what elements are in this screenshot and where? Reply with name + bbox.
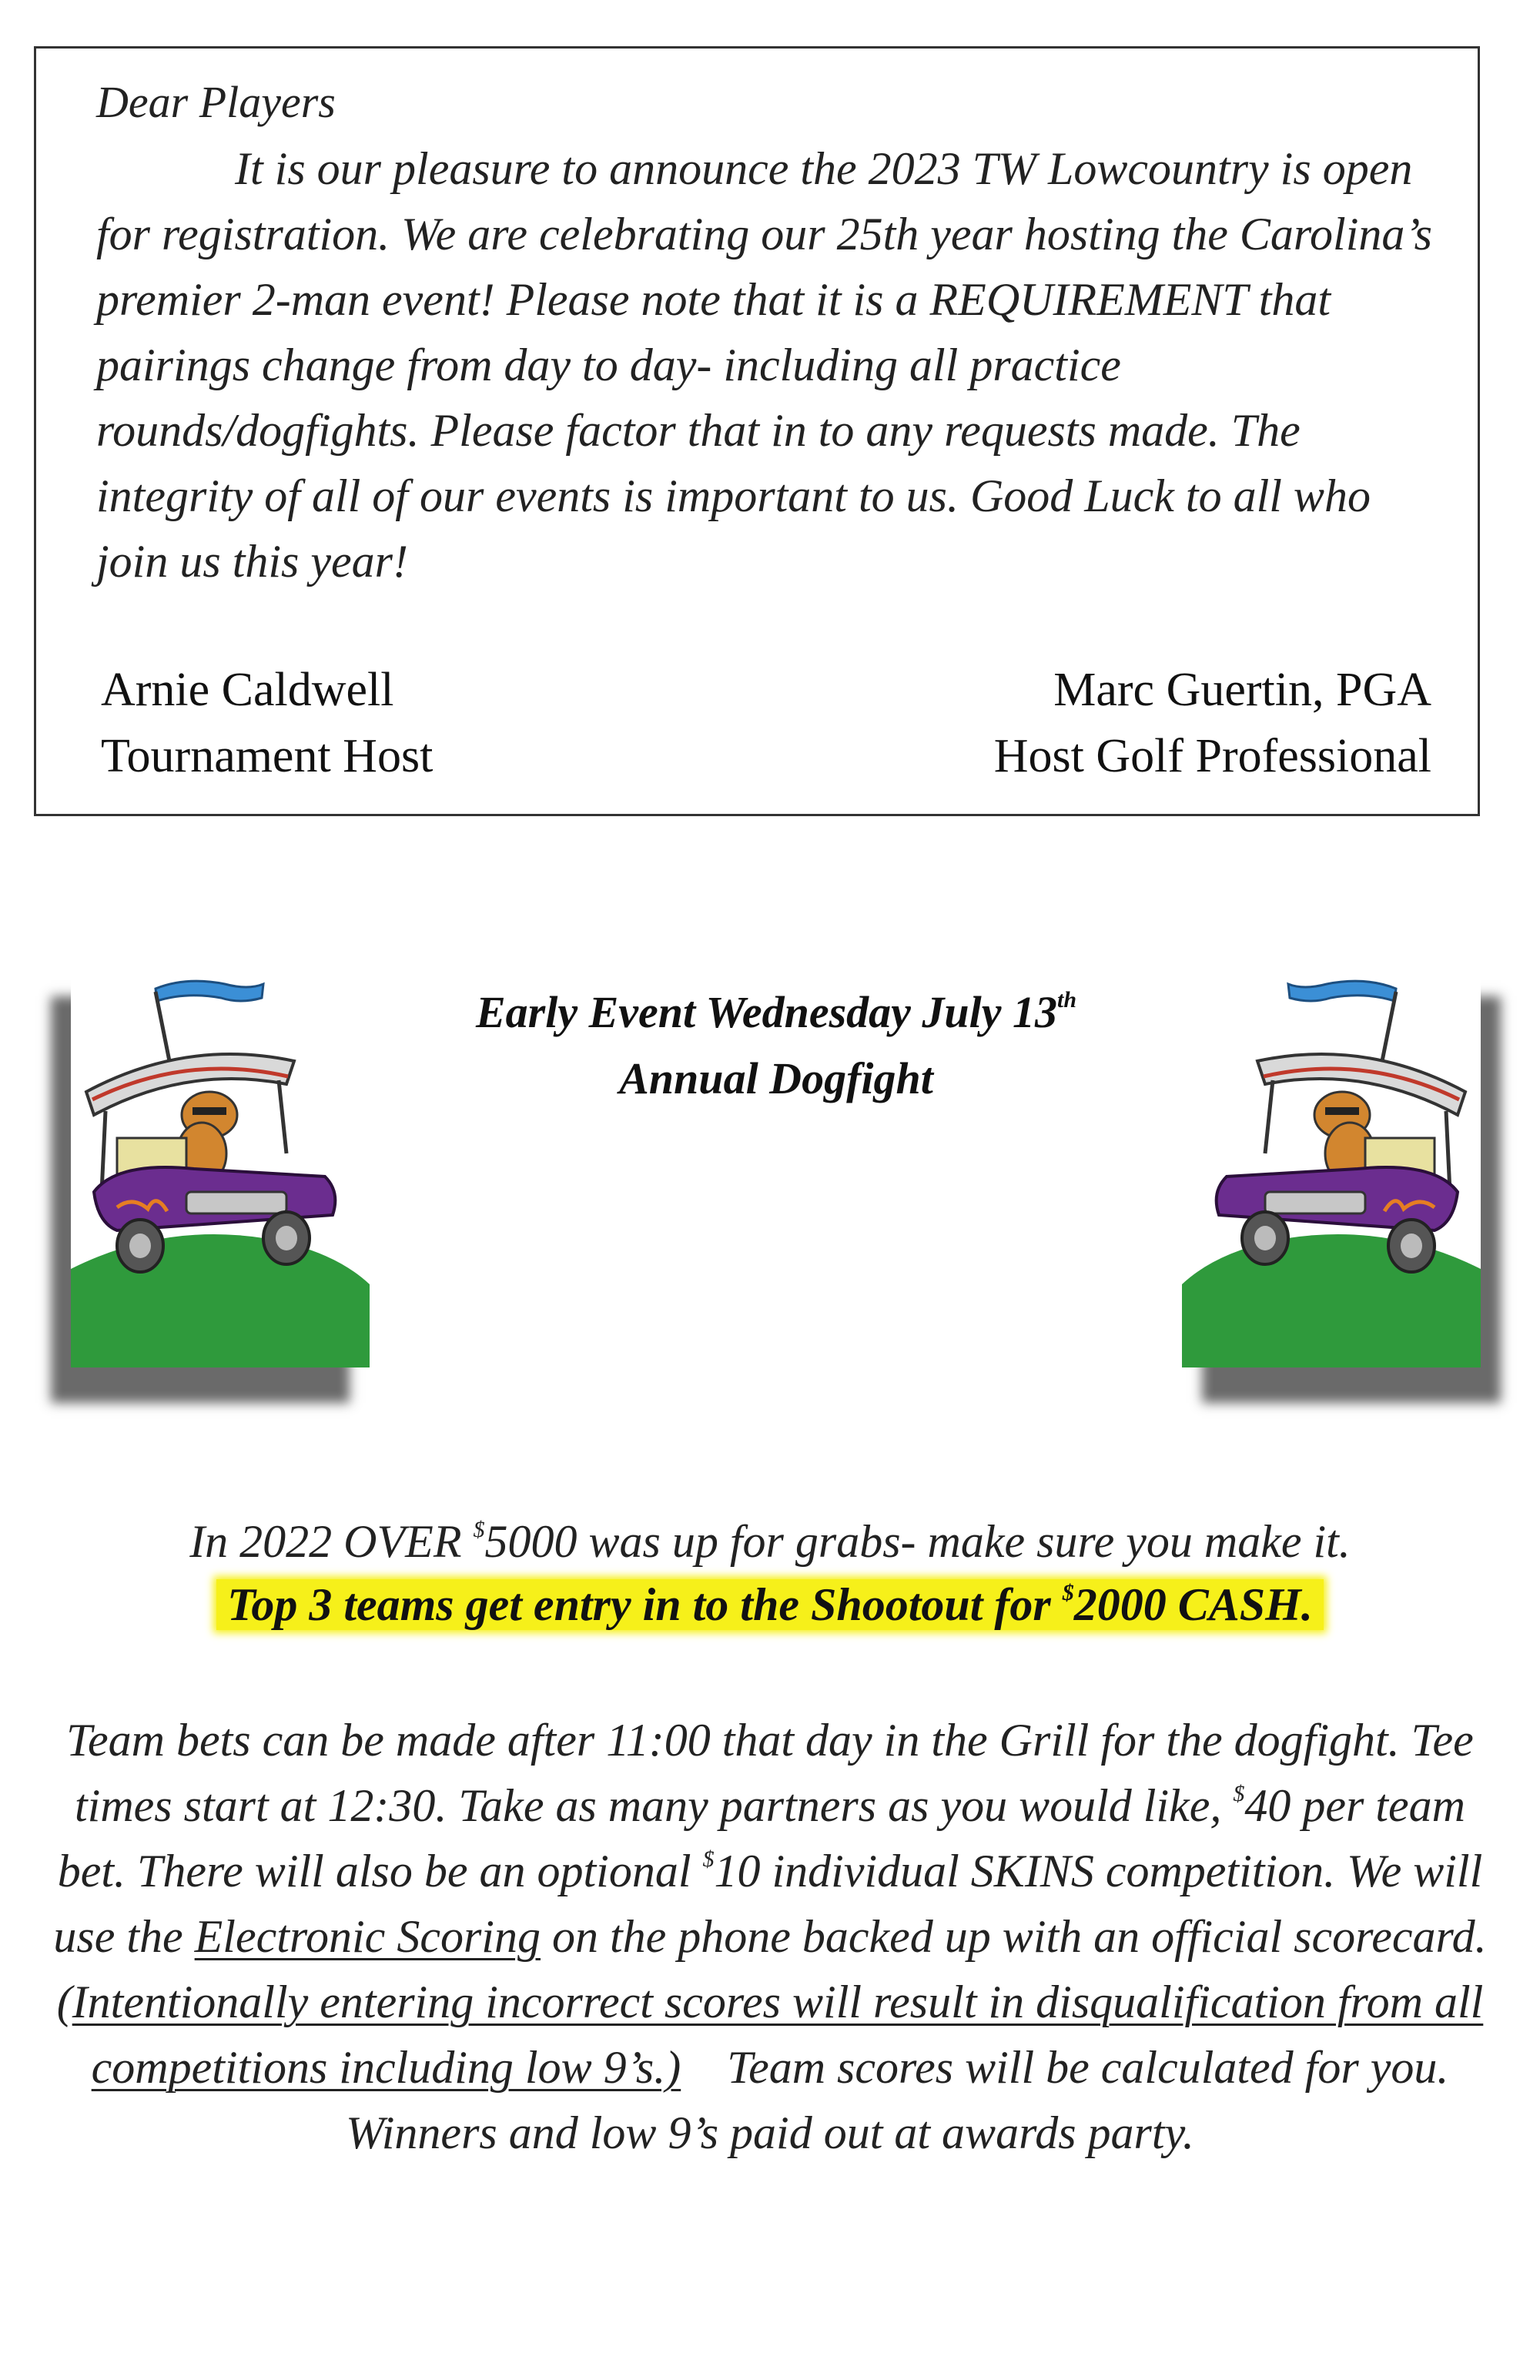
disqualification-warning: Intentionally entering incorrect scores will result in disqualification from all competitions including low 9’s.)	[72, 1977, 1484, 2093]
event-title	[370, 979, 1183, 1112]
dollar-sign: $	[702, 1846, 715, 1872]
signer-right-title: Host Golf Professional	[993, 730, 1431, 782]
event-date: Early Event Wednesday July 13	[475, 987, 1058, 1037]
prize-text-post: 5000 was up for grabs- make sure you make it.	[484, 1516, 1351, 1567]
event-name: Annual Dogfight	[619, 1053, 933, 1103]
letter-body: It is our pleasure to announce the 2023 TW Lowcountry is open for registration. We are celebrating our 25th year hosting the Carolina’s premier 2-man event! Please note that it is a REQUIREMENT that pairings change from day to day- including all practice rounds/dogfights. Please factor that in to any requests made. The integrity of all of our events is important to us. Good Luck to all who join us this year!	[96, 143, 1432, 587]
letter-box	[34, 46, 1480, 816]
bets-paragraph	[46, 1708, 1494, 2166]
prize-text-pre: In 2022 OVER	[189, 1516, 474, 1567]
dollar-sign: $	[1233, 1781, 1245, 1806]
bets-text-5: Team scores will be calculated for you. Winners and low 9’s paid out at awards party.	[346, 2042, 1461, 2158]
signature-right	[994, 657, 1431, 789]
signer-right-name: Marc Guertin, PGA	[1053, 664, 1431, 716]
salutation: Dear Players	[96, 77, 336, 127]
bets-text-4: on the phone backed up with an official scorecard. (	[56, 1911, 1487, 2027]
bets-text-2: 40 per team bet. There will also be an optional	[57, 1780, 1466, 1896]
prize-line	[46, 1509, 1494, 1575]
golf-cart-image-right	[1182, 961, 1481, 1367]
electronic-scoring-text: Electronic Scoring	[194, 1911, 541, 1962]
event-date-suffix: th	[1057, 987, 1077, 1013]
dollar-sign: $	[473, 1517, 485, 1542]
shootout-line	[46, 1572, 1494, 1638]
shootout-highlight	[216, 1579, 1324, 1630]
signer-left-name: Arnie Caldwell	[101, 664, 394, 716]
bets-text-3: 10 individual SKINS competition. We will use the	[53, 1846, 1483, 1962]
dollar-sign: $	[1062, 1580, 1074, 1605]
signature-left	[101, 657, 433, 789]
golf-cart-dog-mirrored-icon	[1182, 961, 1481, 1367]
shootout-text-pre: Top 3 teams get entry in to the Shootout for	[227, 1579, 1063, 1630]
event-title-line1	[370, 979, 1183, 1046]
signer-left-title: Tournament Host	[101, 730, 434, 782]
bets-text-1: Team bets can be made after 11:00 that day in the Grill for the dogfight. Tee times start at 12:30. Take as many partners as you would like,	[66, 1715, 1474, 1831]
golf-cart-dog-icon	[71, 961, 370, 1367]
golf-cart-image-left	[71, 961, 370, 1367]
shootout-text-post: 2000 CASH.	[1073, 1579, 1313, 1630]
